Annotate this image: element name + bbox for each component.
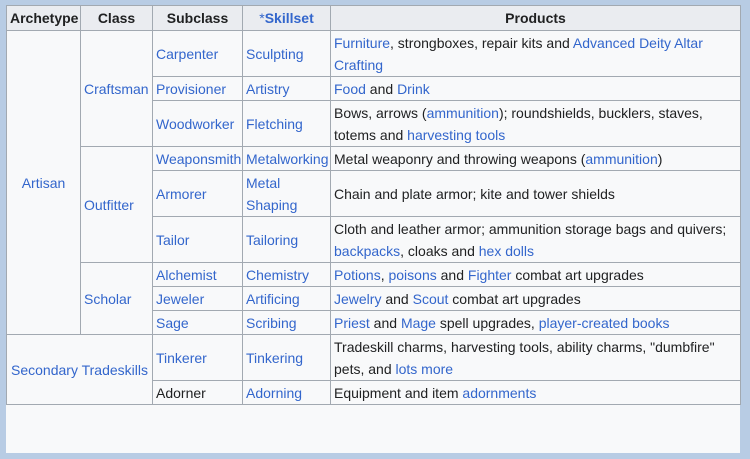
products-cell — [331, 147, 741, 171]
subclass-link[interactable]: Sage — [156, 314, 189, 331]
archetype-cell[interactable] — [7, 31, 81, 335]
skillset-cell[interactable] — [243, 31, 331, 77]
subclass-link[interactable]: Tailor — [156, 231, 190, 248]
product-link[interactable]: Advanced Deity Altar Crafting — [334, 34, 703, 73]
table-row — [7, 147, 741, 171]
product-text: Chain and plate armor; kite and tower shields — [334, 185, 615, 202]
products-cell — [331, 287, 741, 311]
skillset-cell[interactable] — [243, 101, 331, 147]
class-cell[interactable] — [81, 147, 153, 263]
header-subclass: Subclass — [153, 6, 243, 31]
subclass-cell[interactable] — [153, 31, 243, 77]
table-row — [7, 31, 741, 77]
skillset-cell[interactable] — [243, 263, 331, 287]
archetype-link[interactable]: Artisan — [21, 174, 66, 191]
product-link[interactable]: Potions — [334, 266, 381, 283]
skillset-cell[interactable] — [243, 147, 331, 171]
skillset-link[interactable]: Artistry — [246, 80, 290, 97]
product-link[interactable]: hex dolls — [478, 242, 535, 259]
archetype-cell[interactable] — [7, 335, 153, 405]
product-link[interactable]: player-created books — [538, 314, 670, 331]
product-link[interactable]: Furniture — [334, 34, 391, 51]
subclass-cell[interactable] — [153, 311, 243, 335]
product-text: ) — [657, 150, 663, 167]
skillset-link[interactable]: Adorning — [246, 384, 303, 401]
products-cell — [331, 335, 741, 381]
product-text: Cloth and leather armor; ammunition storage bags and quivers; — [334, 220, 727, 237]
subclass-cell[interactable] — [153, 101, 243, 147]
products-cell — [331, 101, 741, 147]
product-link[interactable]: Drink — [397, 80, 430, 97]
skillset-link[interactable]: Fletching — [246, 115, 303, 132]
product-link[interactable]: adornments — [462, 384, 537, 401]
skillset-link[interactable]: Chemistry — [246, 266, 310, 283]
products-cell — [331, 31, 741, 77]
subclass-link[interactable]: Woodworker — [156, 115, 235, 132]
subclass-cell[interactable] — [153, 287, 243, 311]
product-link[interactable]: backpacks — [334, 242, 401, 259]
class-cell[interactable] — [81, 263, 153, 335]
product-text: and — [365, 80, 398, 97]
header-skillset[interactable] — [243, 6, 331, 31]
product-text: and — [381, 290, 413, 307]
header-products: Products — [331, 6, 741, 31]
subclass-link[interactable]: Tinkerer — [156, 349, 207, 366]
subclass-link[interactable]: Weaponsmith — [156, 150, 242, 167]
skillset-link[interactable]: Artificing — [246, 290, 300, 307]
products-cell — [331, 77, 741, 101]
product-text: spell upgrades, — [435, 314, 539, 331]
product-link[interactable]: lots more — [395, 360, 454, 377]
subclass-link[interactable]: Jeweler — [156, 290, 205, 307]
product-text: Metal weaponry and throwing weapons ( — [334, 150, 586, 167]
product-text: , strongboxes, repair kits and — [390, 34, 573, 51]
skillset-link[interactable]: Tinkering — [246, 349, 304, 366]
product-link[interactable]: ammunition — [585, 150, 658, 167]
product-link[interactable]: Scout — [412, 290, 449, 307]
table-row — [7, 263, 741, 287]
skillset-asterisk: * — [259, 10, 265, 26]
product-link[interactable]: Priest — [334, 314, 370, 331]
product-text: combat art upgrades — [448, 290, 581, 307]
skillset-cell[interactable] — [243, 77, 331, 101]
subclass-cell — [153, 381, 243, 405]
product-text: Equipment and item — [334, 384, 463, 401]
product-link[interactable]: Food — [334, 80, 366, 97]
skillset-cell[interactable] — [243, 311, 331, 335]
product-text: and — [369, 314, 401, 331]
product-text: combat art upgrades — [511, 266, 644, 283]
skillset-link[interactable]: Metal Shaping — [246, 174, 298, 213]
product-text: , cloaks and — [400, 242, 479, 259]
product-text: Tradeskill charms, harvesting tools, ability charms, "dumbfire" pets, and — [334, 338, 715, 377]
product-link[interactable]: poisons — [388, 266, 437, 283]
product-link[interactable]: Mage — [400, 314, 436, 331]
skillset-cell[interactable] — [243, 381, 331, 405]
tradeskills-table-frame — [6, 5, 740, 453]
skillset-cell[interactable] — [243, 287, 331, 311]
class-link[interactable]: Outfitter — [84, 196, 134, 213]
skillset-cell[interactable] — [243, 217, 331, 263]
subclass-link[interactable]: Armorer — [156, 185, 207, 202]
products-cell — [331, 171, 741, 217]
subclass-cell[interactable] — [153, 335, 243, 381]
class-link[interactable]: Craftsman — [84, 80, 149, 97]
subclass-cell[interactable] — [153, 77, 243, 101]
product-link[interactable]: Fighter — [467, 266, 512, 283]
header-archetype: Archetype — [7, 6, 81, 31]
subclass-link[interactable]: Carpenter — [156, 45, 219, 62]
product-text: Bows, arrows ( — [334, 104, 427, 121]
class-link[interactable]: Scholar — [84, 290, 132, 307]
products-cell — [331, 311, 741, 335]
subclass-cell[interactable] — [153, 171, 243, 217]
product-link[interactable]: harvesting tools — [407, 126, 506, 143]
product-text: and — [436, 266, 468, 283]
subclass-cell[interactable] — [153, 147, 243, 171]
skillset-link[interactable]: Tailoring — [246, 231, 299, 248]
class-cell[interactable] — [81, 31, 153, 147]
archetype-link[interactable]: Secondary Tradeskills — [11, 361, 148, 378]
table-row — [7, 335, 741, 381]
subclass-link[interactable]: Provisioner — [156, 80, 227, 97]
products-cell — [331, 217, 741, 263]
subclass-cell[interactable] — [153, 217, 243, 263]
skillset-link[interactable]: Sculpting — [246, 45, 304, 62]
subclass-label: Adorner — [156, 384, 206, 401]
skillset-header-link[interactable]: Skillset — [264, 10, 314, 26]
skillset-link[interactable]: Metalworking — [246, 150, 329, 167]
header-row — [7, 6, 741, 31]
product-text: , — [380, 266, 389, 283]
tradeskills-table — [6, 5, 741, 405]
products-cell — [331, 263, 741, 287]
product-link[interactable]: Jewelry — [334, 290, 382, 307]
subclass-cell[interactable] — [153, 263, 243, 287]
products-cell — [331, 381, 741, 405]
subclass-link[interactable]: Alchemist — [156, 266, 217, 283]
skillset-link[interactable]: Scribing — [246, 314, 297, 331]
skillset-cell[interactable] — [243, 171, 331, 217]
product-text: ); roundshields, bucklers, staves, totems and — [334, 104, 703, 143]
product-link[interactable]: ammunition — [426, 104, 499, 121]
skillset-cell[interactable] — [243, 335, 331, 381]
header-class: Class — [81, 6, 153, 31]
